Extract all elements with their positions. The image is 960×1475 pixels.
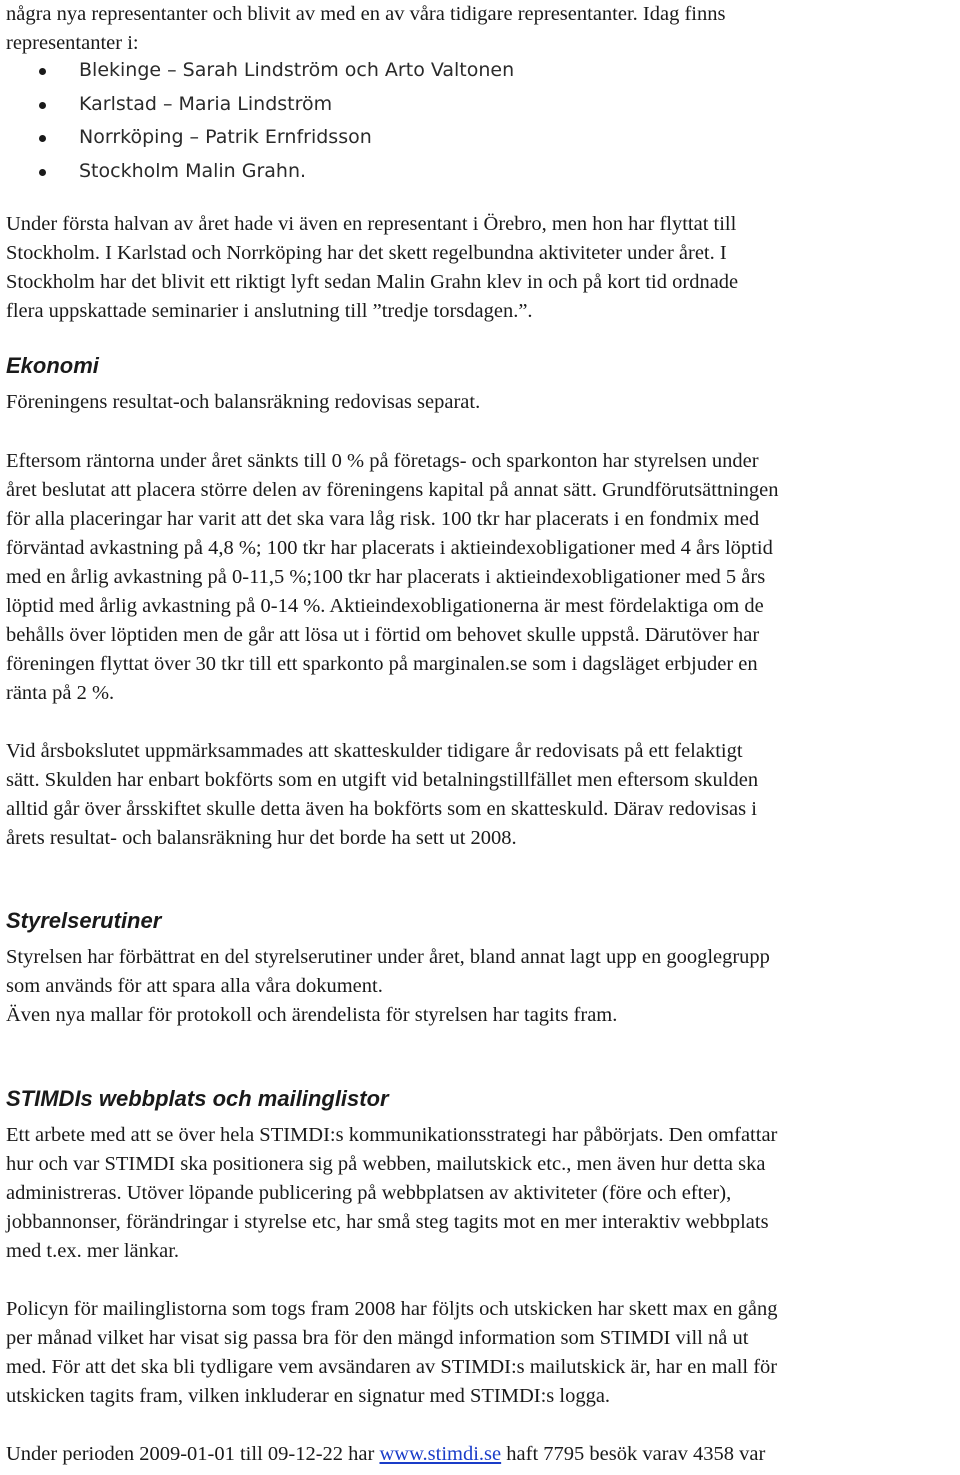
- paragraph-line: Styrelsen har förbättrat en del styrelserutiner under året, bland annat lagt upp en googlegrupp: [6, 946, 770, 968]
- visits-text-after: haft 7795 besök varav 4358 var: [501, 1443, 766, 1465]
- list-item-label: Stockholm Malin Grahn.: [79, 159, 307, 182]
- paragraph-line: jobbannonser, förändringar i styrelse etc, har små steg tagits mot en mer interaktiv webbplats: [6, 1211, 769, 1233]
- paragraph-line: sätt. Skulden har enbart bokförts som en utgift vid betalningstillfället men eftersom skulden: [6, 769, 759, 791]
- paragraph-line: administreras. Utöver löpande publicering på webbplatsen av aktiviteter (före och efter),: [6, 1182, 732, 1204]
- paragraph-line: löptid med årlig avkastning på 0-14 %. Aktieindexobligationerna är mest fördelaktiga om de: [6, 595, 764, 617]
- intro-text: [6, 0, 725, 58]
- bullet-icon: [39, 68, 46, 75]
- webb-paragraph-2: [6, 1295, 777, 1411]
- paragraph-line: som används för att spara alla våra dokument.: [6, 975, 383, 997]
- intro-line: några nya representanter och blivit av med en av våra tidigare representanter. Idag finns: [6, 3, 726, 25]
- section-heading-ekonomi: Ekonomi: [6, 353, 99, 378]
- list-item: [6, 155, 514, 189]
- paragraph-line: hur och var STIMDI ska positionera sig på webben, mailutskick etc., men även hur detta ska: [6, 1153, 766, 1175]
- paragraph-line: ränta på 2 %.: [6, 682, 115, 704]
- paragraph-line: utskicken tagits fram, vilken inkluderar en signatur med STIMDI:s logga.: [6, 1385, 611, 1407]
- paragraph-line: per månad vilket har visat sig passa bra för den mängd information som STIMDI vill nå ut: [6, 1327, 749, 1349]
- paragraph-line: flera uppskattade seminarier i anslutning till ”tredje torsdagen.”.: [6, 300, 533, 322]
- paragraph-line: Även nya mallar för protokoll och ärendelista för styrelsen har tagits fram.: [6, 1004, 618, 1026]
- paragraph-line: årets resultat- och balansräkning hur det borde ha sett ut 2008.: [6, 827, 517, 849]
- list-item-label: Norrköping – Patrik Ernfridsson: [79, 126, 372, 148]
- list-item-label: Blekinge – Sarah Lindström och Arto Valtonen: [79, 59, 515, 81]
- ekonomi-paragraph-2: [6, 737, 758, 853]
- bullet-icon: [39, 169, 46, 176]
- styrelserutiner-paragraph: [6, 943, 770, 1030]
- list-item-label: Karlstad – Maria Lindström: [79, 92, 333, 115]
- ekonomi-paragraph-1: [6, 447, 778, 708]
- intro-line: representanter i:: [6, 32, 139, 54]
- visits-text-before: Under perioden 2009-01-01 till 09-12-22 har: [6, 1443, 380, 1465]
- paragraph-line: förväntad avkastning på 4,8 %; 100 tkr har placerats i aktieindexobligationer med 4 års löptid: [6, 537, 773, 559]
- section-heading-webbplats: STIMDIs webbplats och mailinglistor: [6, 1086, 389, 1111]
- paragraph-line: året beslutat att placera större delen av föreningens kapital på annat sätt. Grundförutsättningen: [6, 479, 779, 501]
- webb-paragraph-1: [6, 1121, 777, 1266]
- ekonomi-intro: Föreningens resultat-och balansräkning redovisas separat.: [6, 391, 481, 413]
- paragraph-line: Stockholm har det blivit ett riktigt lyft sedan Malin Grahn klev in och på kort tid ordnade: [6, 271, 739, 293]
- list-item: [6, 121, 514, 155]
- paragraph-line: alltid går över årsskiftet skulle detta även ha bokförts som en skatteskuld. Därav redovisas i: [6, 798, 757, 820]
- paragraph-line: Under första halvan av året hade vi även en representant i Örebro, men hon har flyttat till: [6, 213, 737, 235]
- bullet-icon: [39, 102, 46, 109]
- paragraph-line: föreningen flyttat över 30 tkr till ett sparkonto på marginalen.se som i dagsläget erbjuder en: [6, 653, 758, 675]
- paragraph-line: Eftersom räntorna under året sänkts till 0 % på företags- och sparkonton har styrelsen under: [6, 450, 759, 472]
- list-item: [6, 54, 514, 88]
- paragraph-line: med t.ex. mer länkar.: [6, 1240, 180, 1262]
- paragraph-line: behålls över löptiden men de går att lösa ut i förtid om behovet skulle uppstå. Därutöver har: [6, 624, 760, 646]
- paragraph-line: med en årlig avkastning på 0-11,5 %;100 tkr har placerats i aktieindexobligationer med 5 års: [6, 566, 766, 588]
- bullet-icon: [39, 135, 46, 142]
- paragraph-line: Stockholm. I Karlstad och Norrköping har det skett regelbundna aktiviteter under året. I: [6, 242, 727, 264]
- section-heading-styrelserutiner: Styrelserutiner: [6, 908, 162, 933]
- paragraph-line: Policyn för mailinglistorna som togs fram 2008 har följts och utskicken har skett max en gång: [6, 1298, 778, 1320]
- paragraph-line: med. För att det ska bli tydligare vem avsändaren av STIMDI:s mailutskick är, har en mall för: [6, 1356, 778, 1378]
- representatives-list: [6, 54, 514, 188]
- stimdi-website-link[interactable]: www.stimdi.se: [379, 1443, 502, 1465]
- list-item: [6, 88, 514, 122]
- paragraph-line: Ett arbete med att se över hela STIMDI:s kommunikationsstrategi har påbörjats. Den omfattar: [6, 1124, 778, 1146]
- paragraph-line: för alla placeringar har varit att det ska vara låg risk. 100 tkr har placerats i en fondmix med: [6, 508, 760, 530]
- visits-line: [6, 1440, 765, 1469]
- paragraph-line: Vid årsbokslutet uppmärksammades att skatteskulder tidigare år redovisats på ett felaktigt: [6, 740, 743, 762]
- representatives-paragraph: [6, 210, 738, 326]
